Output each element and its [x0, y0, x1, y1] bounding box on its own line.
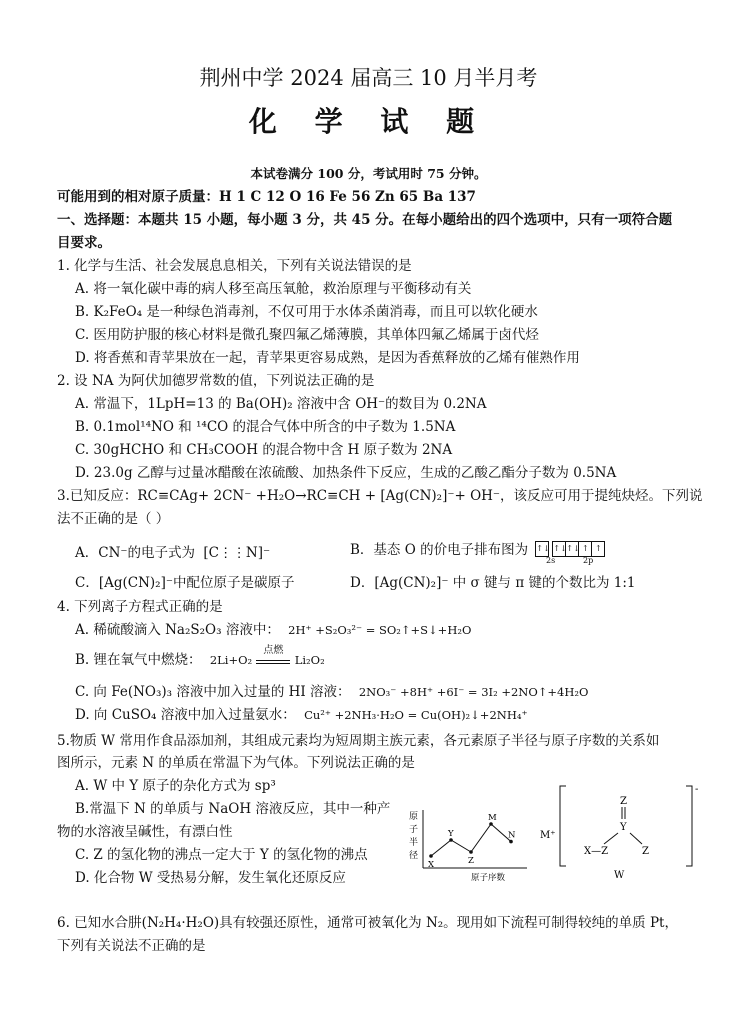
radius-point-label: Z — [468, 856, 474, 866]
radius-point-x — [429, 854, 433, 858]
q3-option-a — [75, 543, 270, 563]
q4-option-d-text: D. 向 CuSO₄ 溶液中加入过量氨水： — [75, 707, 296, 723]
chart-ylabel — [409, 811, 418, 861]
atomic-radius-chart — [405, 806, 530, 886]
q5-option-a: A. W 中 Y 原子的杂化方式为 sp³ — [75, 778, 276, 794]
q3-option-b — [350, 540, 605, 561]
q4-equation-a: 2H⁺ +S₂O₃²⁻ = SO₂↑+S↓+H₂O — [288, 623, 472, 637]
atom-right: Z — [642, 846, 649, 857]
section-heading-cont: 目要求。 — [57, 235, 111, 251]
q4-option-c-text: C. 向 Fe(NO₃)₃ 溶液中加入过量的 HI 溶液： — [75, 684, 351, 700]
single-bond — [630, 833, 642, 844]
single-bond — [604, 833, 618, 844]
q4-option-c — [75, 682, 707, 702]
q5-stem-cont: 图所示，元素 N 的单质在常温下为气体。下列说法正确的是 — [57, 755, 415, 771]
q4-option-b — [75, 644, 707, 670]
radius-point-z — [469, 850, 473, 854]
radius-point-label: M — [488, 813, 497, 823]
structure-caption: W — [614, 870, 625, 881]
atomic-mass-line: 可能用到的相对原子质量：H 1 C 12 O 16 Fe 56 Zn 65 Ba 137 — [57, 189, 476, 205]
q4-option-d — [75, 705, 707, 725]
q4-option-a — [75, 620, 707, 640]
q3-stem: 3.已知反应：RC≡CAg+ 2CN⁻ +H₂O→RC≡CH + [Ag(CN)₂]⁻+ OH⁻，该反应可用于提纯炔烃。下列说 — [57, 488, 703, 504]
atom-top: Z — [620, 796, 627, 807]
q4-equation-b-right: Li₂O₂ — [294, 653, 325, 667]
q4-equation-c: 2NO₃⁻ +8H⁺ +6I⁻ = 3I₂ +2NO↑+4H₂O — [358, 685, 589, 699]
q1-option-b: B. K₂FeO₄ 是一种绿色消毒剂，不仅可用于水体杀菌消毒，而且可以软化硬水 — [75, 304, 538, 320]
reaction-arrow — [256, 644, 290, 664]
right-bracket — [686, 786, 692, 866]
chart-ylabel-char: 原 — [409, 812, 419, 822]
cn-electron-formula: [C⋮⋮N]⁻ — [203, 545, 271, 561]
q3-option-b-text: B．基态 O 的价电子排布图为 — [350, 542, 529, 558]
q3-stem-cont: 法不正确的是（ ） — [57, 511, 170, 527]
compound-w-structure — [538, 778, 708, 882]
orbital-box-icon: ↑ — [591, 541, 605, 557]
q5-option-b-cont: 物的水溶液呈碱性，有漂白性 — [57, 824, 233, 840]
q4-equation-b-left: 2Li+O₂ — [209, 653, 253, 667]
q3-option-a-text: A．CN⁻的电子式为 — [75, 545, 196, 561]
q2-option-d: D. 23.0g 乙醇与过量冰醋酸在浓硫酸、加热条件下反应，生成的乙酸乙酯分子数为 0.5NA — [75, 465, 617, 481]
q2-option-b: B. 0.1mol¹⁴NO 和 ¹⁴CO 的混合气体中所含的中子数为 1.5NA — [75, 419, 456, 435]
chart-ylabel-char: 半 — [409, 838, 419, 848]
q6-stem-cont: 下列有关说法不正确的是 — [57, 938, 206, 954]
reaction-condition: 点燃 — [263, 644, 284, 656]
atom-left: X—Z — [584, 846, 609, 857]
cation-label: M⁺ — [540, 830, 556, 841]
chart-xlabel: 原子序数 — [471, 873, 506, 883]
chart-ylabel-char: 子 — [409, 825, 419, 835]
radius-point-label: N — [508, 830, 516, 841]
q5-stem: 5.物质 W 常用作食品添加剂，其组成元素均为短周期主族元素，各元素原子半径与原子序数的关系如 — [57, 733, 660, 749]
q2-option-a: A. 常温下，1LpH=13 的 Ba(OH)₂ 溶液中含 OH⁻的数目为 0.2NA — [75, 396, 487, 412]
q2-stem: 2. 设 NA 为阿伏加德罗常数的值，下列说法正确的是 — [57, 373, 375, 389]
orbital-box-icon: ↑↓ — [535, 541, 549, 557]
q1-option-a: A. 将一氧化碳中毒的病人移至高压氧舱，救治原理与平衡移动有关 — [75, 281, 472, 297]
q4-equation-d: Cu²⁺ +2NH₃·H₂O = Cu(OH)₂↓+2NH₄⁺ — [304, 708, 528, 722]
q4-stem: 4. 下列离子方程式正确的是 — [57, 599, 223, 615]
q2-option-c: C. 30gHCHO 和 CH₃COOH 的混合物中含 H 原子数为 2NA — [75, 442, 453, 458]
anion-charge: - — [695, 784, 699, 795]
subject-title: 化 学 试 题 — [248, 105, 489, 138]
chart-ylabel-char: 径 — [409, 851, 419, 861]
q4-option-a-text: A. 稀硫酸滴入 Na₂S₂O₃ 溶液中： — [75, 622, 280, 638]
q1-option-d: D. 将香蕉和青苹果放在一起，青苹果更容易成熟，是因为香蕉释放的乙烯有催熟作用 — [75, 350, 580, 366]
orbital-box-icon: ↑↓ — [552, 541, 566, 557]
orbital-label-2p: 2p — [583, 556, 594, 565]
orbital-box-icon: ↑ — [578, 541, 592, 557]
q5-option-c: C. Z 的氢化物的沸点一定大于 Y 的氢化物的沸点 — [75, 847, 368, 863]
q6-stem: 6. 已知水合肼(N₂H₄·H₂O)具有较强还原性，通常可被氧化为 N₂。现用如下流程可制得较纯的单质 Pt， — [57, 915, 678, 931]
q1-option-c: C. 医用防护服的核心材料是微孔聚四氟乙烯薄膜，其单体四氟乙烯属于卤代烃 — [75, 327, 539, 343]
q3-option-d: D．[Ag(CN)₂]⁻ 中 σ 键与 π 键的个数比为 1:1 — [350, 575, 636, 591]
exam-title: 荆州中学 2024 届高三 10 月半月考 — [199, 66, 538, 90]
orbital-label-2s: 2s — [546, 556, 556, 565]
q5-option-d: D. 化合物 W 受热易分解，发生氧化还原反应 — [75, 870, 346, 886]
radius-point-label: Y — [448, 829, 454, 839]
exam-info: 本试卷满分 100 分，考试用时 75 分钟。 — [250, 166, 487, 181]
q5-option-b: B.常温下 N 的单质与 NaOH 溶液反应，其中一种产 — [75, 801, 391, 817]
atom-center: Y — [620, 822, 627, 833]
q4-option-b-text: B. 锂在氧气中燃烧： — [75, 652, 202, 668]
q1-stem: 1. 化学与生活、社会发展息息相关，下列有关说法错误的是 — [57, 258, 412, 274]
radius-point-label: X — [428, 860, 435, 870]
q3-option-c: C．[Ag(CN)₂]⁻中配位原子是碳原子 — [75, 575, 295, 591]
section-heading: 一、选择题：本题共 15 小题，每小题 3 分，共 45 分。在每小题给出的四个选项中，只有一项符合题 — [57, 212, 673, 228]
orbital-box-icon: ↑↓ — [565, 541, 579, 557]
left-bracket — [560, 786, 566, 866]
equals-line — [256, 660, 290, 664]
